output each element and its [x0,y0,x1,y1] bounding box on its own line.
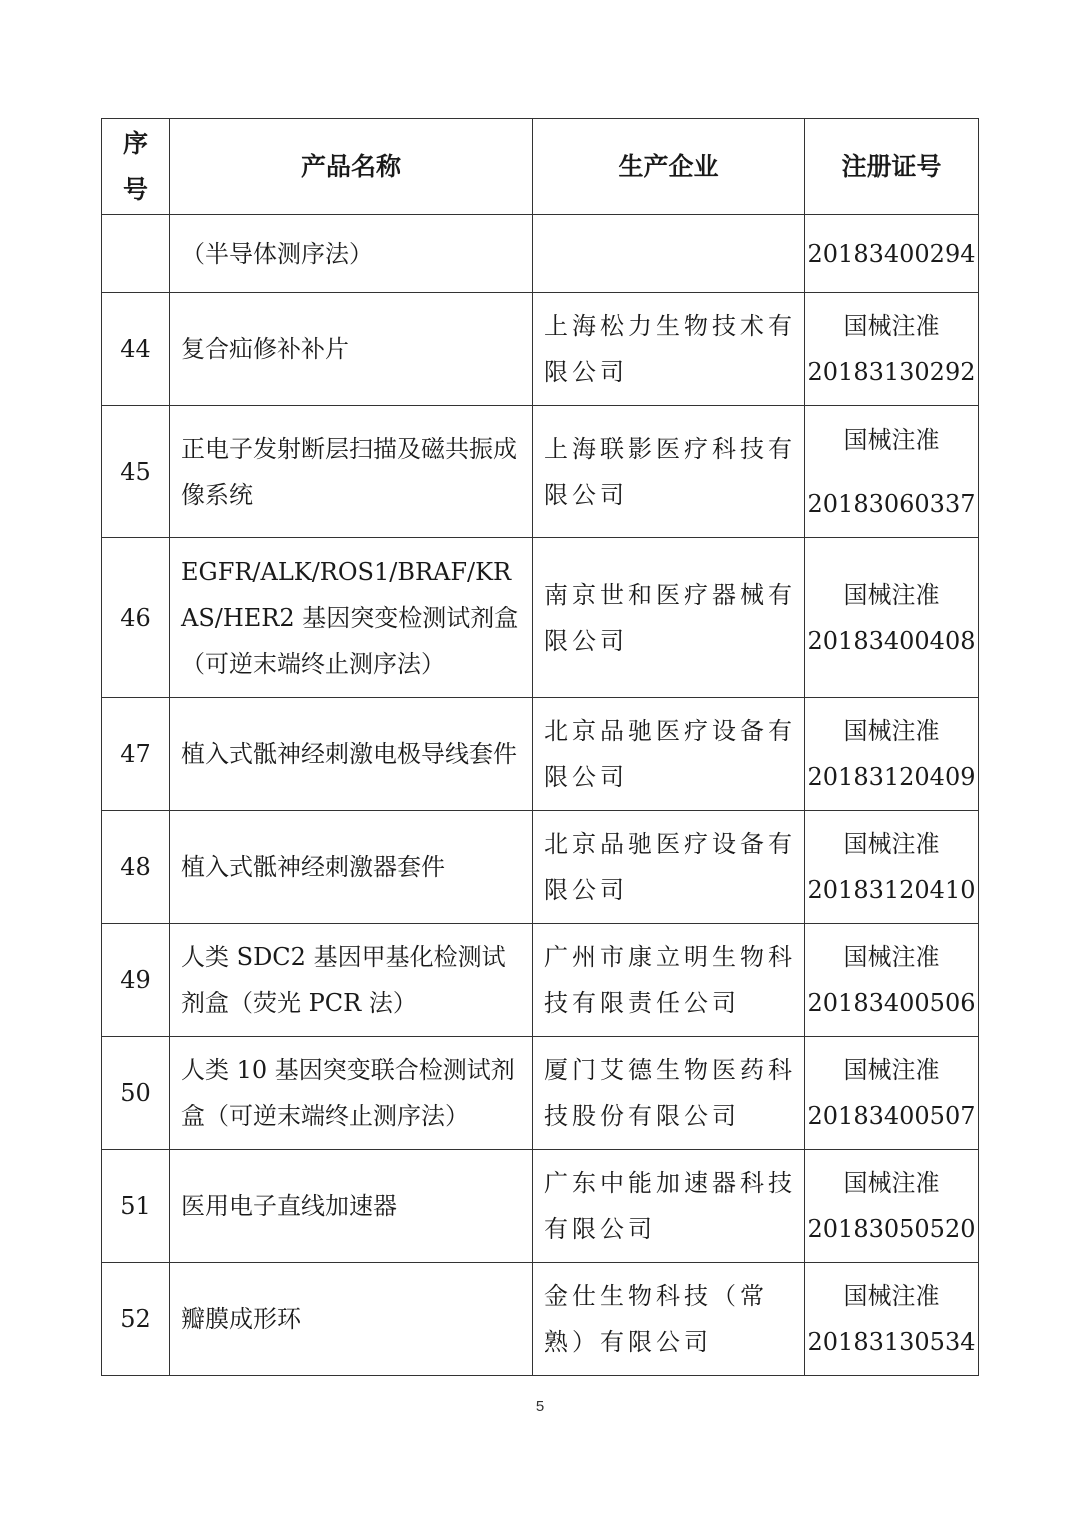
registration-prefix: 国械注准 [843,312,940,340]
seq-cell: 50 [102,1037,170,1150]
registration-number: 20183120409 [807,763,976,791]
product-name-cell: （半导体测序法） [170,215,533,293]
registration-number-cell [805,1037,979,1150]
registration-prefix: 国械注准 [843,830,940,858]
registration-prefix: 国械注准 [843,1282,940,1310]
registration-number-cell [805,698,979,811]
product-name-cell: 植入式骶神经刺激器套件 [170,811,533,924]
registration-prefix: 国械注准 [843,717,940,745]
product-name-cell: 植入式骶神经刺激电极导线套件 [170,698,533,811]
table-header-row [102,119,979,215]
registration-prefix: 国械注准 [843,425,940,454]
header-seq [102,119,170,215]
spacer [805,463,978,481]
registration-number-cell [805,1263,979,1376]
header-seq-line2: 号 [122,174,148,204]
registration-number-cell [805,293,979,406]
product-name-cell: 复合疝修补补片 [170,293,533,406]
seq-cell: 52 [102,1263,170,1376]
company-cell: 金仕生物科技（常熟）有限公司 [533,1263,805,1376]
company-cell: 北京品驰医疗设备有限公司 [533,698,805,811]
table-row [102,1037,979,1150]
table-row [102,406,979,538]
product-name-cell: EGFR/ALK/ROS1/BRAF/KRAS/HER2 基因突变检测试剂盒（可逆末端终止测序法） [170,538,533,698]
table-row [102,924,979,1037]
registration-prefix: 国械注准 [843,1169,940,1197]
registration-number-cell [805,924,979,1037]
company-cell: 上海松力生物技术有限公司 [533,293,805,406]
table-row-continuation [102,215,979,293]
product-name-cell: 人类 SDC2 基因甲基化检测试剂盒（荧光 PCR 法） [170,924,533,1037]
company-cell: 北京品驰医疗设备有限公司 [533,811,805,924]
product-name-cell: 正电子发射断层扫描及磁共振成像系统 [170,406,533,538]
company-cell: 广东中能加速器科技有限公司 [533,1150,805,1263]
seq-cell: 44 [102,293,170,406]
product-name-cell: 医用电子直线加速器 [170,1150,533,1263]
header-registration-number: 注册证号 [805,119,979,215]
header-company: 生产企业 [533,119,805,215]
product-name-cell: 人类 10 基因突变联合检测试剂盒（可逆末端终止测序法） [170,1037,533,1150]
seq-cell: 49 [102,924,170,1037]
registration-number: 20183400506 [807,989,976,1017]
seq-cell: 48 [102,811,170,924]
table-row [102,811,979,924]
registration-prefix: 国械注准 [843,943,940,971]
company-cell: 上海联影医疗科技有限公司 [533,406,805,538]
table-row [102,538,979,698]
registration-prefix: 国械注准 [843,1056,940,1084]
registration-number: 20183400408 [807,626,976,655]
page-number: 5 [535,1398,545,1415]
seq-cell: 46 [102,538,170,698]
product-name-cell: 瓣膜成形环 [170,1263,533,1376]
seq-cell: 45 [102,406,170,538]
table-row [102,698,979,811]
registration-number: 20183400507 [807,1102,976,1130]
registration-number-cell [805,1150,979,1263]
header-seq-line1: 序 [122,128,148,158]
registration-number: 20183120410 [807,876,976,904]
registration-number-cell [805,538,979,698]
company-cell: 厦门艾德生物医药科技股份有限公司 [533,1037,805,1150]
table-row [102,1150,979,1263]
registration-number: 20183130292 [807,358,976,386]
table-row [102,1263,979,1376]
seq-cell [102,215,170,293]
company-cell [533,215,805,293]
registration-number: 20183060337 [807,489,976,518]
seq-cell: 47 [102,698,170,811]
company-cell: 广州市康立明生物科技有限责任公司 [533,924,805,1037]
company-cell: 南京世和医疗器械有限公司 [533,538,805,698]
registration-table [101,118,979,1376]
registration-number-cell [805,406,979,538]
header-product-name: 产品名称 [170,119,533,215]
registration-number: 20183050520 [807,1215,976,1243]
registration-number-cell [805,811,979,924]
registration-number: 20183130534 [807,1328,976,1356]
registration-number-cell: 20183400294 [805,215,979,293]
registration-prefix: 国械注准 [843,580,940,609]
seq-cell: 51 [102,1150,170,1263]
table-row [102,293,979,406]
